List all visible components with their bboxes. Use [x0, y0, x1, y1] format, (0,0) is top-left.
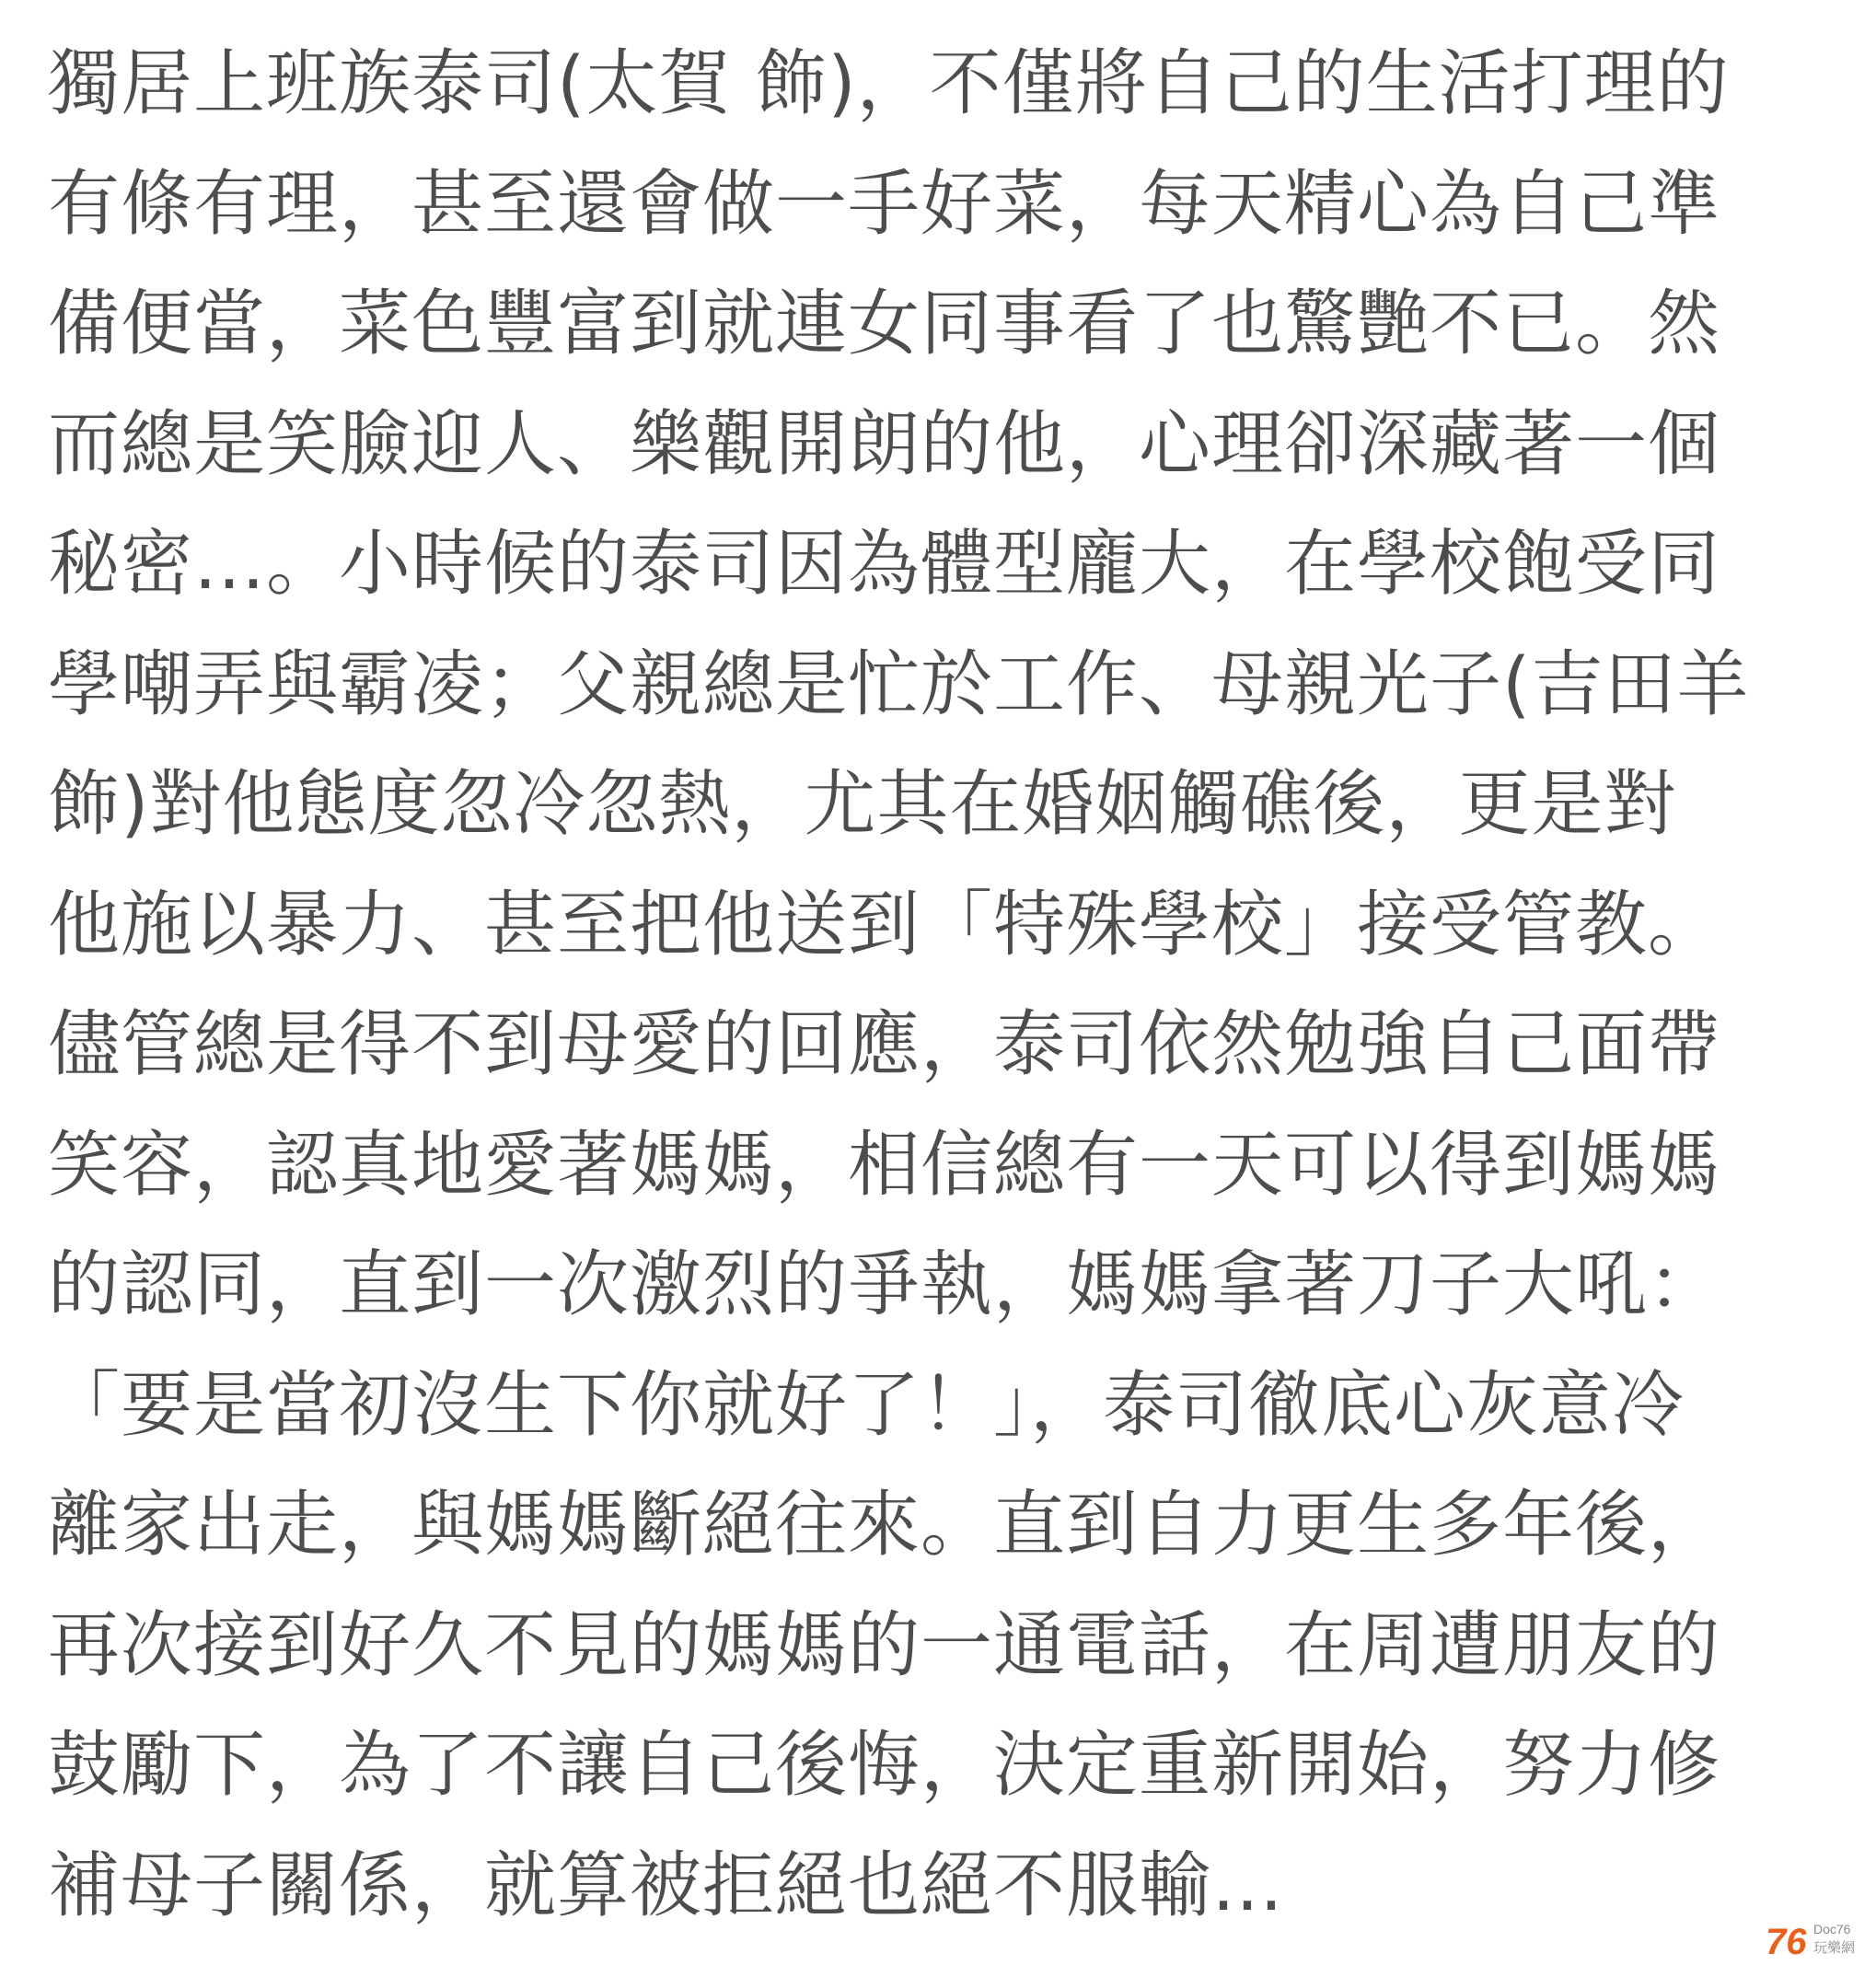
text-line: 他施以暴力、甚至把他送到「特殊學校」接受管教。 [48, 883, 1721, 966]
text-line: 離家出走，與媽媽斷絕往來。直到自力更生多年後， [48, 1484, 1721, 1566]
text-line: 獨居上班族泰司(太賀 飾)，不僅將自己的生活打理的 [48, 42, 1730, 125]
text-line: 備便當，菜色豐富到就連女同事看了也驚艷不已。然 [48, 283, 1721, 365]
text-line: 「要是當初沒生下你就好了！」，泰司徹底心灰意冷 [48, 1363, 1685, 1447]
text-line: 的認同，直到一次激烈的爭執，媽媽拿著刀子大吼： [48, 1243, 1721, 1326]
text-line: 秘密…。小時候的泰司因為體型龐大，在學校飽受同 [48, 523, 1721, 606]
article-text [48, 24, 1852, 1946]
text-line: 再次接到好久不見的媽媽的一通電話，在周遭朋友的 [48, 1603, 1721, 1687]
watermark-brand-sub: 玩樂網 [1813, 1939, 1856, 1956]
text-line: 而總是笑臉迎人、樂觀開朗的他，心理卻深藏著一個 [48, 402, 1721, 486]
text-line: 學嘲弄與霸凌；父親總是忙於工作、母親光子(吉田羊 [48, 642, 1750, 726]
text-line: 儘管總是得不到母愛的回應，泰司依然勉強自己面帶 [48, 1003, 1721, 1086]
text-line: 補母子關係，就算被拒絕也絕不服輸… [48, 1844, 1285, 1927]
text-line: 笑容，認真地愛著媽媽，相信總有一天可以得到媽媽 [48, 1123, 1721, 1207]
watermark-number: 76 [1766, 1922, 1807, 1959]
watermark-brand: Doc76 [1813, 1922, 1851, 1936]
text-line: 飾)對他態度忽冷忽熱，尤其在婚姻觸礁後，更是對 [48, 763, 1677, 846]
text-line: 有條有理，甚至還會做一手好菜，每天精心為自己準 [48, 162, 1721, 246]
watermark-logo [1766, 1919, 1869, 1959]
text-line: 鼓勵下，為了不讓自己後悔，決定重新開始，努力修 [48, 1724, 1721, 1807]
